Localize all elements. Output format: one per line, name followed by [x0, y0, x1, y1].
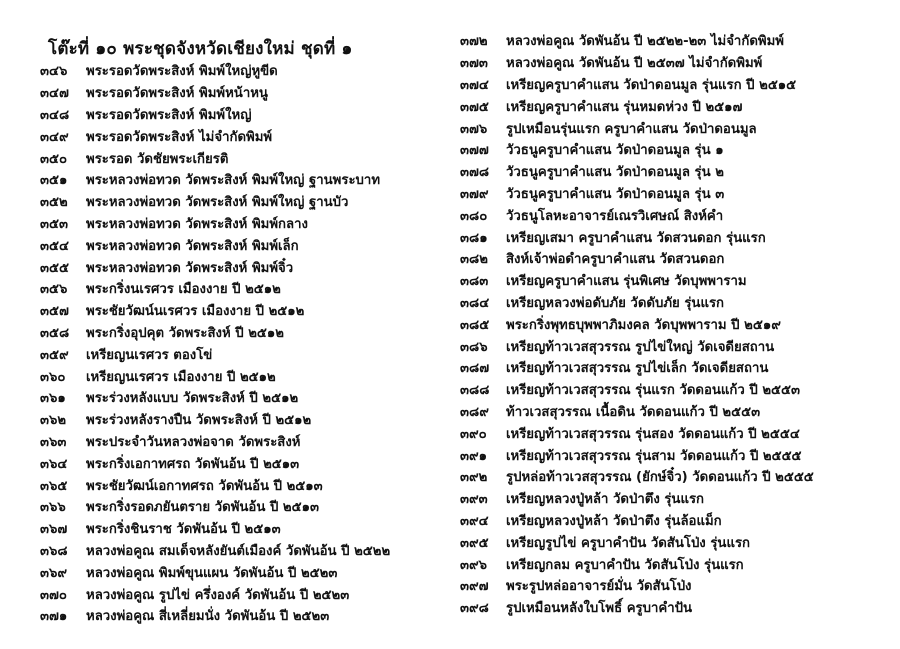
list-item [40, 365, 390, 387]
item-text: พระกริ่งชินราช วัดพันอ้น ปี ๒๕๑๓ [86, 522, 281, 538]
list-item [40, 169, 390, 191]
item-number: ๓๗๔ [460, 77, 489, 93]
list-item [40, 278, 390, 300]
item-text: พระกริ่งอุปคุต วัดพระสิงห์ ปี ๒๕๑๒ [86, 325, 284, 341]
item-text: เหรียญนเรศวร ตองโข่ [86, 347, 213, 363]
list-item [460, 313, 814, 335]
item-text: เหรียญหลวงพ่อดับภัย วัดดับภัย รุ่นแรก [506, 295, 725, 311]
list-item [40, 561, 390, 583]
list-item [40, 387, 390, 409]
list-item [460, 553, 814, 575]
list-item [40, 213, 390, 235]
item-text: เหรียญเสมา ครูบาคำแสน วัดสวนดอก รุ่นแรก [506, 230, 766, 246]
item-text: เหรียญกลม ครูบาคำปัน วัดสันโป่ง รุ่นแรก [506, 557, 744, 573]
item-number: ๓๘๙ [460, 404, 489, 420]
list-item [460, 575, 814, 597]
list-item [40, 234, 390, 256]
item-number: ๓๘๑ [460, 230, 488, 246]
item-number: ๓๔๘ [40, 107, 70, 123]
item-number: ๓๙๘ [460, 601, 489, 617]
list-item [460, 422, 814, 444]
item-text: เหรียญรูปไข่ ครูบาคำปัน วัดสันโป่ง รุ่นแรก [506, 535, 751, 551]
list-item [460, 597, 814, 619]
item-number: ๓๖๔ [40, 456, 68, 472]
item-number: ๓๙๐ [460, 426, 487, 442]
page-title: โต๊ะที่ ๑๐ พระชุดจังหวัดเชียงใหม่ ชุดที่ ๑ [48, 39, 353, 59]
item-text: พระรอดวัดพระสิงห์ พิมพ์ใหญ่หูขีด [86, 64, 278, 80]
item-text: รูปเหมือนรุ่นแรก ครูบาคำแสน วัดป่าดอนมูล [506, 121, 757, 137]
item-number: ๓๕๗ [40, 304, 69, 320]
item-text: พระรูปหล่ออาจารย์มั่น วัดสันโป่ง [506, 579, 692, 595]
item-text: หลวงพ่อคูณ สี่เหลี่ยมนั่ง วัดพันอ้น ปี ๒๕๒๓ [86, 609, 330, 625]
list-item [40, 518, 390, 540]
item-text: พระชัยวัฒน์เอกาทศรถ วัดพันอ้น ปี ๒๕๑๓ [86, 478, 323, 494]
item-text: รูปเหมือนหลังใบโพธิ์ ครูบาคำปัน [506, 601, 693, 617]
item-text: เหรียญครูบาคำแสน รุ่นหมดห่วง ปี ๒๕๑๗ [506, 99, 743, 115]
item-text: พระกริ่งรอดภยันตราย วัดพันอ้น ปี ๒๕๑๓ [86, 500, 319, 516]
item-number: ๓๙๖ [460, 557, 488, 573]
list-item [40, 605, 390, 627]
item-text: หลวงพ่อคูณ พิมพ์ขุนแผน วัดพันอ้น ปี ๒๕๒๓ [86, 565, 338, 581]
item-text: หลวงพ่อคูณ วัดพันอ้น ปี ๒๕๓๗ ไม่จำกัดพิมพ์ [506, 56, 763, 72]
item-number: ๓๘๗ [460, 361, 490, 377]
item-text: พระหลวงพ่อทวด วัดพระสิงห์ พิมพ์ใหญ่ ฐานบัว [86, 195, 349, 211]
item-text: เหรียญครูบาคำแสน รุ่นพิเศษ วัดบุพพาราม [506, 274, 747, 290]
item-text: วัวธนูโลหะอาจารย์เณรวิเศษณ์ สิงห์คำ [506, 208, 724, 224]
list-item [460, 139, 814, 161]
list-item [460, 531, 814, 553]
list-item [40, 191, 390, 213]
left-column-list [40, 60, 390, 627]
list-item [460, 270, 814, 292]
item-number: ๓๗๕ [460, 99, 489, 115]
list-item [460, 488, 814, 510]
item-number: ๓๘๕ [460, 317, 490, 333]
item-number: ๓๕๔ [40, 238, 69, 254]
item-number: ๓๙๓ [460, 492, 488, 508]
item-text: พระรอดวัดพระสิงห์ พิมพ์หน้าหนู [86, 86, 268, 102]
list-item [40, 147, 390, 169]
list-item [460, 204, 814, 226]
list-item [460, 226, 814, 248]
item-text: พระหลวงพ่อทวด วัดพระสิงห์ พิมพ์เล็ก [86, 238, 299, 254]
list-item [460, 52, 814, 74]
list-item [40, 256, 390, 278]
item-text: เหรียญหลวงปู่หล้า วัดป่าตึง รุ่นแรก [506, 492, 705, 508]
item-text: พระรอดวัดพระสิงห์ พิมพ์ใหญ่ [86, 107, 252, 123]
item-number: ๓๙๔ [460, 513, 489, 529]
item-number: ๓๕๐ [40, 151, 68, 167]
list-item [460, 248, 814, 270]
item-number: ๓๘๖ [460, 339, 488, 355]
item-number: ๓๘๓ [460, 274, 489, 290]
item-text: วัวธนูครูบาคำแสน วัดป่าดอนมูล รุ่น ๓ [506, 186, 725, 202]
item-number: ๓๘๐ [460, 208, 488, 224]
item-number: ๓๖๗ [40, 522, 68, 538]
item-number: ๓๘๔ [460, 295, 490, 311]
item-text: พระรอด วัดชัยพระเกียรติ [86, 151, 229, 167]
item-number: ๓๖๙ [40, 565, 68, 581]
item-number: ๓๗๖ [460, 121, 488, 137]
list-item [460, 74, 814, 96]
item-text: เหรียญท้าวเวสสุวรรณ รุ่นแรก วัดดอนแก้ว ปี ๒๕๕๓ [506, 383, 800, 399]
list-item [40, 82, 390, 104]
list-item [460, 117, 814, 139]
list-item [460, 379, 814, 401]
list-item [460, 335, 814, 357]
item-text: พระกริ่งนเรศวร เมืองงาย ปี ๒๕๑๒ [86, 282, 281, 298]
item-number: ๓๕๒ [40, 195, 68, 211]
item-text: พระรอดวัดพระสิงห์ ไม่จำกัดพิมพ์ [86, 129, 273, 145]
item-number: ๓๗๗ [460, 143, 489, 159]
item-text: วัวธนูครูบาคำแสน วัดป่าดอนมูล รุ่น ๑ [506, 143, 724, 159]
list-item [460, 466, 814, 488]
list-item [40, 343, 390, 365]
list-item [40, 496, 390, 518]
item-number: ๓๗๓ [460, 56, 488, 72]
list-item [40, 409, 390, 431]
item-number: ๓๗๙ [460, 186, 489, 202]
list-item [460, 401, 814, 423]
list-item [460, 292, 814, 314]
item-number: ๓๙๕ [460, 535, 489, 551]
list-item [460, 444, 814, 466]
item-text: หลวงพ่อคูณ วัดพันอ้น ปี ๒๕๒๒-๒๓ ไม่จำกัดพิมพ์ [506, 34, 784, 50]
list-item [40, 583, 390, 605]
right-column-list [460, 30, 814, 619]
item-text: พระกริ่งพุทธบุพพาภิมงคล วัดบุพพาราม ปี ๒๕๑๙ [506, 317, 781, 333]
item-text: ท้าวเวสสุวรรณ เนื้อดิน วัดดอนแก้ว ปี ๒๕๕๓ [506, 404, 761, 420]
item-number: ๓๔๖ [40, 64, 68, 80]
item-text: สิงห์เจ้าพ่อดำครูบาคำแสน วัดสวนดอก [506, 252, 725, 268]
item-number: ๓๗๑ [40, 609, 68, 625]
item-number: ๓๙๒ [460, 470, 488, 486]
item-number: ๓๙๗ [460, 579, 489, 595]
list-item [40, 452, 390, 474]
item-number: ๓๔๙ [40, 129, 69, 145]
item-text: พระหลวงพ่อทวด วัดพระสิงห์ พิมพ์จิ๋ว [86, 260, 294, 276]
item-text: พระร่วงหลังรางปืน วัดพระสิงห์ ปี ๒๕๑๒ [86, 413, 312, 429]
list-item [460, 357, 814, 379]
item-number: ๓๗๐ [40, 587, 67, 603]
item-text: เหรียญหลวงปู่หล้า วัดป่าตึง รุ่นล้อแม็ก [506, 513, 722, 529]
item-number: ๓๖๕ [40, 478, 68, 494]
item-number: ๓๖๒ [40, 413, 67, 429]
item-number: ๓๖๓ [40, 434, 67, 450]
item-text: หลวงพ่อคูณ สมเด็จหลังยันต์เมืองค์ วัดพันอ้น ปี ๒๕๒๒ [86, 543, 391, 559]
item-number: ๓๗๘ [460, 165, 490, 181]
item-number: ๓๖๑ [40, 391, 66, 407]
item-text: พระกริ่งเอกาทศรถ วัดพันอ้น ปี ๒๕๑๓ [86, 456, 300, 472]
list-item [40, 431, 390, 453]
item-text: หลวงพ่อคูณ รูปไข่ ครึ่งองค์ วัดพันอ้น ปี ๒๕๒๓ [86, 587, 350, 603]
list-item [460, 95, 814, 117]
item-number: ๓๕๘ [40, 325, 70, 341]
item-text: เหรียญท้าวเวสสุวรรณ รูปไข่ใหญ่ วัดเจดียสถาน [506, 339, 775, 355]
list-item [460, 183, 814, 205]
list-item [40, 60, 390, 82]
item-number: ๓๖๐ [40, 369, 66, 385]
item-number: ๓๖๘ [40, 543, 68, 559]
item-text: เหรียญนเรศวร เมืองงาย ปี ๒๕๑๒ [86, 369, 276, 385]
item-number: ๓๕๕ [40, 260, 69, 276]
list-item [460, 510, 814, 532]
list-item [40, 540, 390, 562]
item-number: ๓๘๒ [460, 252, 488, 268]
item-text: พระชัยวัฒน์นเรศวร เมืองงาย ปี ๒๕๑๒ [86, 304, 305, 320]
item-text: พระประจำวันหลวงพ่อจาด วัดพระสิงห์ [86, 434, 301, 450]
item-text: วัวธนูครูบาคำแสน วัดป่าดอนมูล รุ่น ๒ [506, 165, 724, 181]
item-number: ๓๗๒ [460, 34, 488, 50]
item-number: ๓๕๖ [40, 282, 68, 298]
item-text: พระหลวงพ่อทวด วัดพระสิงห์ พิมพ์ใหญ่ ฐานพระบาท [86, 173, 381, 189]
list-item [40, 300, 390, 322]
item-number: ๓๔๗ [40, 86, 69, 102]
item-number: ๓๘๘ [460, 383, 490, 399]
item-text: เหรียญครูบาคำแสน วัดป่าดอนมูล รุ่นแรก ปี ๒๕๑๕ [506, 77, 797, 93]
item-text: เหรียญท้าวเวสสุวรรณ รุ่นสอง วัดดอนแก้ว ปี ๒๕๕๔ [506, 426, 800, 442]
list-item [40, 322, 390, 344]
item-number: ๓๕๓ [40, 216, 69, 232]
item-number: ๓๕๙ [40, 347, 69, 363]
item-text: เหรียญท้าวเวสสุวรรณ รุ่นสาม วัดดอนแก้ว ปี ๒๕๕๕ [506, 448, 802, 464]
item-text: รูปหล่อท้าวเวสสุวรรณ (ยักษ์จิ๋ว) วัดดอนแก้ว ปี ๒๕๕๕ [506, 470, 814, 486]
item-number: ๓๕๑ [40, 173, 68, 189]
item-text: เหรียญท้าวเวสสุวรรณ รูปไข่เล็ก วัดเจดียสถาน [506, 361, 769, 377]
item-number: ๓๖๖ [40, 500, 66, 516]
item-text: พระร่วงหลังแบบ วัดพระสิงห์ ปี ๒๕๑๒ [86, 391, 299, 407]
list-item [40, 125, 390, 147]
list-item [460, 30, 814, 52]
list-item [460, 161, 814, 183]
item-text: พระหลวงพ่อทวด วัดพระสิงห์ พิมพ์กลาง [86, 216, 308, 232]
list-item [40, 474, 390, 496]
item-number: ๓๙๑ [460, 448, 488, 464]
list-item [40, 104, 390, 126]
